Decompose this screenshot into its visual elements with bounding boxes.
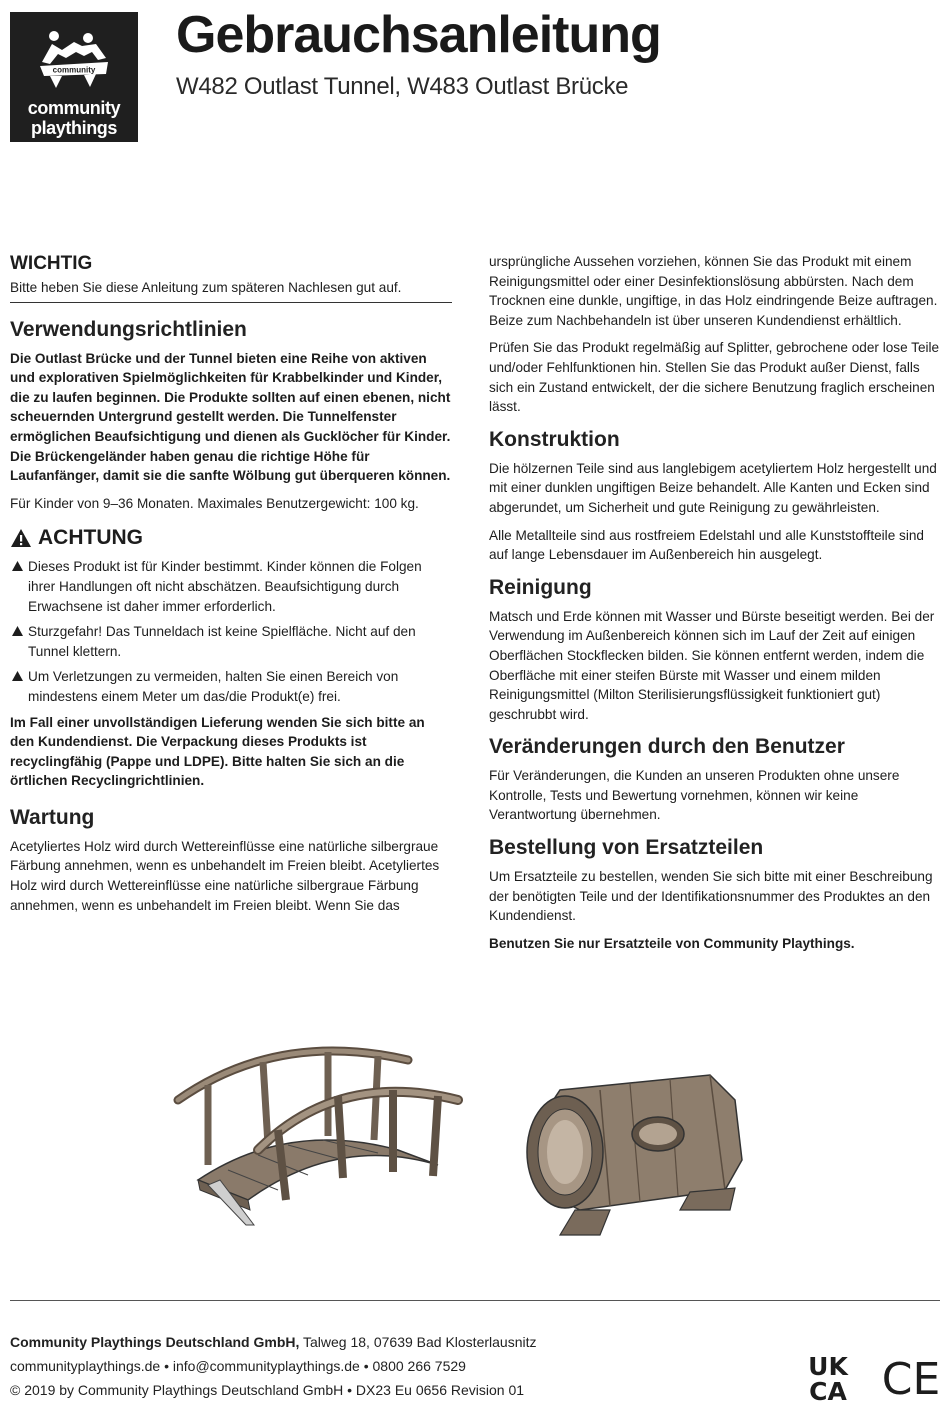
modifications-text: Für Veränderungen, die Kunden an unseren Produkten ohne unsere Kontrolle, Tests und Bewertung vornehmen, können wir keine Verantwortung übernehmen.: [489, 768, 900, 823]
footer-company-line: [10, 1330, 537, 1354]
footer-address: Talweg 18, 07639 Bad Klosterlausnitz: [299, 1334, 537, 1350]
triangle-bullet-icon: [12, 561, 23, 571]
warning-list: [10, 557, 452, 706]
delivery-text: Im Fall einer unvollständigen Lieferung wenden Sie sich bitte an den Kundendienst. Die Verpackung dieses Produkts ist recyclingfähig (Pappe und LDPE). Bitte halten Sie sich an die örtlichen Recyclingrichtlinien.: [10, 714, 425, 789]
warning-heading-label: ACHTUNG: [38, 526, 143, 550]
bridge-illustration: [168, 1040, 468, 1240]
logo-badge-text: community: [52, 65, 96, 75]
usage-text: Die Outlast Brücke und der Tunnel bieten eine Reihe von aktiven und explorativen Spielmöglichkeiten für Krabbelkinder und Kinder, die zu laufen beginnen. Die Produkte sollten auf einen ebenen, nicht scheuernden Untergrund gestellt werden. Die Tunnelfenster ermöglichen Beaufsichtigung und dienen als Gucklöcher für Kinder. Die Brückengeländer haben genau die richtige Höhe für Laufanfänger, damit sie die sanfte Wölbung gut überqueren können.: [10, 350, 451, 484]
company-logo: [10, 12, 138, 142]
right-column: [489, 252, 941, 961]
parts-bold-text: Benutzen Sie nur Ersatzteile von Community Playthings.: [489, 935, 855, 951]
maintenance-inspection-text: Prüfen Sie das Produkt regelmäßig auf Splitter, gebrochene oder lose Teile und/oder Fehlfunktionen hin. Stellen Sie das Produkt außer Dienst, falls sich ein Zustand entwickelt, der die sichere Benutzung fraglich erscheinen lässt.: [489, 340, 940, 415]
warning-item-text: Sturzgefahr! Das Tunneldach ist keine Spielfläche. Nicht auf den Tunnel klettern.: [28, 624, 416, 659]
ukca-bottom-text: CA: [809, 1377, 847, 1402]
maintenance-text-part-2: ursprüngliche Aussehen vorziehen, können Sie das Produkt mit einem Reinigungsmittel oder einer Desinfektionslösung abbürsten. Nach dem Trocknen eine dunkle, ungiftige, in das Holz eindringende Beize auftragen. Beize zum Nachbehandeln ist über unseren Kundendienst erhältlich.: [489, 254, 938, 328]
important-heading: WICHTIG: [10, 253, 93, 274]
footer-contact: communityplaythings.de • info@communityplaythings.de • 0800 266 7529: [10, 1358, 466, 1374]
triangle-bullet-icon: [12, 671, 23, 681]
logo-line-1: community: [27, 98, 121, 118]
footer: [10, 1330, 537, 1402]
modifications-heading: Veränderungen durch den Benutzer: [489, 735, 845, 759]
parts-text: Um Ersatzteile zu bestellen, wenden Sie sich bitte mit einer Beschreibung der benötigten Teile und der Identifikationsnummer des Produktes an den Kundendienst.: [489, 869, 933, 924]
logo-line-2: playthings: [30, 118, 117, 138]
ce-mark-text: CE: [882, 1354, 940, 1400]
warning-item-text: Um Verletzungen zu vermeiden, halten Sie einen Bereich von mindestens einem Meter um das/die Produkt(e) frei.: [28, 669, 399, 704]
usage-heading: Verwendungsrichtlinien: [10, 317, 247, 341]
construction-heading: Konstruktion: [489, 427, 620, 451]
parts-heading: Bestellung von Ersatzteilen: [489, 836, 764, 860]
maintenance-text-part-1: Acetyliertes Holz wird durch Wettereinflüsse eine natürliche silbergraue Färbung annehmen, wenn es unbehandelt im Freien bleibt. Acetyliertes Holz wird durch Wettereinflüsse eine natürliche silbergraue Färbung annehmen, wenn es unbehandelt im Freien bleibt. Wenn Sie das: [10, 838, 440, 913]
footer-company-name: Community Playthings Deutschland GmbH,: [10, 1334, 300, 1350]
document-title: Gebrauchsanleitung: [176, 6, 661, 64]
warning-heading: [10, 525, 452, 551]
maintenance-heading: Wartung: [10, 805, 95, 829]
left-column: [10, 252, 452, 923]
ce-mark-icon: [882, 1354, 940, 1400]
footer-divider: [10, 1300, 940, 1301]
document-subtitle: W482 Outlast Tunnel, W483 Outlast Brücke: [176, 73, 629, 100]
cleaning-heading: Reinigung: [489, 575, 592, 599]
logo-figures-icon: [36, 28, 112, 92]
triangle-bullet-icon: [12, 626, 23, 636]
conformity-marks: [804, 1352, 940, 1402]
ukca-mark-icon: [804, 1352, 852, 1402]
list-item: [10, 557, 452, 616]
construction-text-2: Alle Metallteile sind aus rostfreiem Edelstahl und alle Kunststoffteile sind auf lange Lebensdauer im Außenbereich hin ausgelegt.: [489, 527, 924, 563]
important-text: Bitte heben Sie diese Anleitung zum späteren Nachlesen gut auf.: [10, 278, 452, 303]
construction-text-1: Die hölzernen Teile sind aus langlebigem acetyliertem Holz hergestellt und mit einer dunklen ungiftigen Beize behandelt. Alle Kanten und Ecken sind abgerundet, um Sicherheit und gute Reinigung zu gewährleisten.: [489, 460, 937, 515]
tunnel-illustration: [520, 1060, 760, 1250]
cleaning-text: Matsch und Erde können mit Wasser und Bürste beseitigt werden. Bei der Verwendung im Außenbereich können sich im Lauf der Zeit auf einigen Oberflächen Stockflecken bilden. Sie können entfernt werden, indem die Oberfläche mit einer steifen Bürste mit Wasser und einem milden Reinigungsmittel (Milton Sterilisierungsflüssigkeit funktioniert gut) geschrubbt wird.: [489, 608, 935, 722]
list-item: [10, 622, 452, 661]
age-weight-text: Für Kinder von 9–36 Monaten. Maximales Benutzergewicht: 100 kg.: [10, 495, 419, 511]
ukca-top-text: UK: [808, 1352, 848, 1381]
list-item: [10, 667, 452, 706]
warning-triangle-icon: [10, 528, 32, 548]
footer-copyright: © 2019 by Community Playthings Deutschland GmbH • DX23 Eu 0656 Revision 01: [10, 1382, 525, 1398]
warning-item-text: Dieses Produkt ist für Kinder bestimmt. Kinder können die Folgen ihrer Handlungen oft nicht abschätzen. Beaufsichtigung durch Erwachsene ist daher immer erforderlich.: [28, 559, 422, 614]
